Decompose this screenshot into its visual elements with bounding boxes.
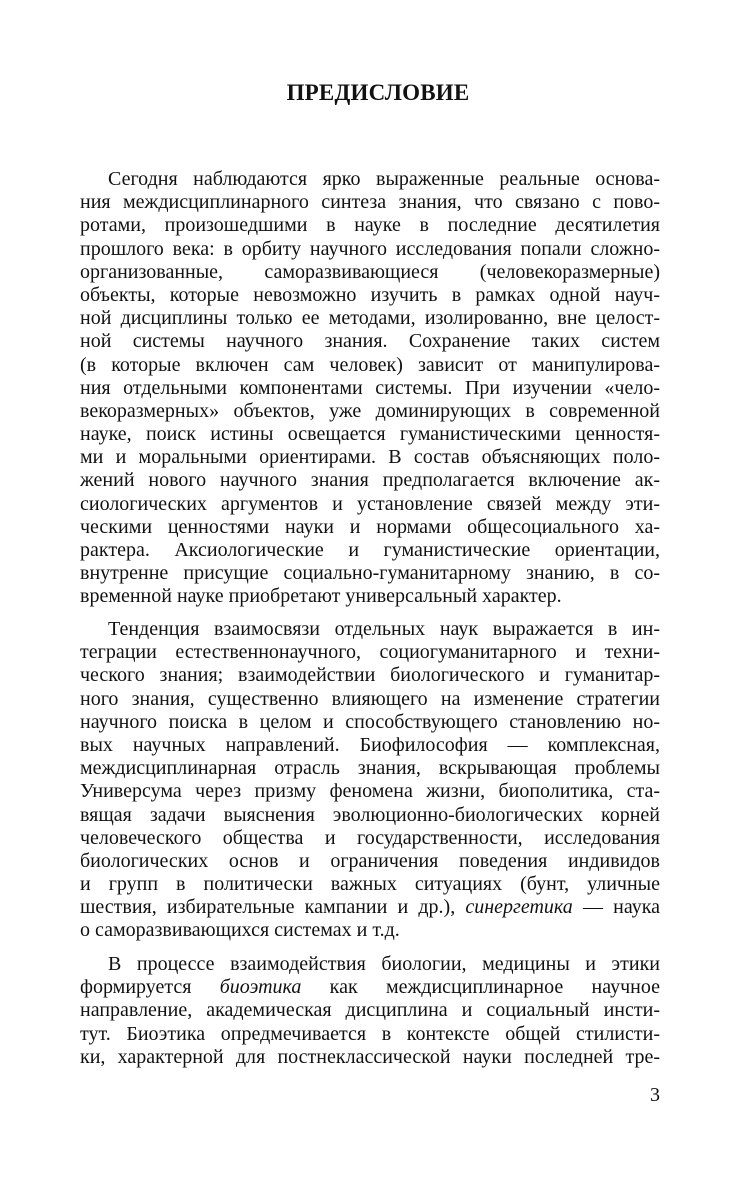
text-line: вящая задачи выяснения эволюционно-биологических корней — [80, 803, 660, 826]
text-line: биологических основ и ограничения поведения индивидов — [80, 849, 660, 872]
text-line: междисциплинарная отрасль знания, вскрывающая проблемы — [80, 757, 660, 780]
paragraph-1 — [80, 168, 660, 609]
line-text: как междисциплинарное научное — [301, 976, 660, 999]
text-line: (в которые включен сам человек) зависит от манипулирова- — [80, 353, 660, 376]
text-line: объекты, которые невозможно изучить в рамках одной науч- — [80, 283, 660, 306]
text-line: ния отдельными компонентами системы. При изучении «чело- — [80, 376, 660, 399]
text-line — [80, 896, 660, 919]
text-line: человеческого общества и государственности, исследования — [80, 826, 660, 849]
text-line — [80, 976, 660, 999]
text-line: В процессе взаимодействия биологии, медицины и этики — [108, 953, 660, 975]
text-line: тут. Биоэтика опредмечивается в контексте общей стилисти- — [80, 1022, 660, 1045]
text-line: ния междисциплинарного синтеза знания, что связано с пово- — [80, 191, 660, 214]
text-line: ческими ценностями науки и нормами общесоциального ха- — [80, 515, 660, 538]
text-line: ки, характерной для постнеклассической науки последней тре- — [80, 1045, 660, 1068]
text-line: Универсума через призму феномена жизни, биополитика, ста- — [80, 780, 660, 803]
text-line: ми и моральными ориентирами. В состав объясняющих поло- — [80, 446, 660, 469]
italic-term: биоэтика — [219, 976, 302, 999]
text-line: науке, поиск истины освещается гуманистическими ценностя- — [80, 423, 660, 446]
line-text: — наука — [572, 896, 660, 919]
text-line: Тенденция взаимосвязи отдельных наук выражается в ин- — [108, 618, 660, 640]
text-line: о саморазвивающихся системах и т.д. — [80, 919, 400, 942]
text-line: внутренне присущие социально-гуманитарному знанию, в со- — [80, 562, 660, 585]
line-text: шествия, избирательные кампании и др.), — [80, 896, 466, 919]
text-line: ного знания, существенно влияющего на изменение стратегии — [80, 687, 660, 710]
text-line: теграции естественнонаучного, социогуманитарного и техни- — [80, 641, 660, 664]
text-line: научного поиска в целом и способствующего становлению но- — [80, 710, 660, 733]
page-number: 3 — [650, 1084, 660, 1106]
text-line: направление, академическая дисциплина и социальный инсти- — [80, 999, 660, 1022]
text-line: векоразмерных» объектов, уже доминирующих в современной — [80, 399, 660, 422]
text-line: ной системы научного знания. Сохранение таких систем — [80, 330, 660, 353]
text-line: Сегодня наблюдаются ярко выраженные реальные основа- — [108, 168, 660, 190]
text-line: рактера. Аксиологические и гуманистические ориентации, — [80, 539, 660, 561]
text-line: сиологических аргументов и установление связей между эти- — [80, 492, 660, 515]
text-line: ротами, произошедшими в науке в последние десятилетия — [80, 214, 660, 237]
page-title: ПРЕДИСЛОВИЕ — [286, 80, 470, 105]
text-line: жений нового научного знания предполагается включение ак- — [80, 469, 660, 492]
text-line: и групп в политически важных ситуациях (бунт, уличные — [80, 873, 660, 896]
paragraph-2 — [80, 618, 660, 943]
text-line: вых научных направлений. Биофилософия — комплексная, — [80, 733, 660, 756]
line-text: формируется — [80, 976, 220, 999]
italic-term: синергетика — [465, 896, 573, 919]
text-line: организованные, саморазвивающиеся (человекоразмерные) — [80, 260, 660, 283]
paragraph-3 — [80, 953, 660, 1069]
text-line: ной дисциплины только ее методами, изолированно, вне целост- — [80, 307, 660, 330]
text-line: временной науке приобретают универсальный характер. — [80, 585, 562, 608]
text-line: ческого знания; взаимодействии биологического и гуманитар- — [80, 664, 660, 687]
text-line: прошлого века: в орбиту научного исследования попали сложно- — [80, 237, 660, 260]
